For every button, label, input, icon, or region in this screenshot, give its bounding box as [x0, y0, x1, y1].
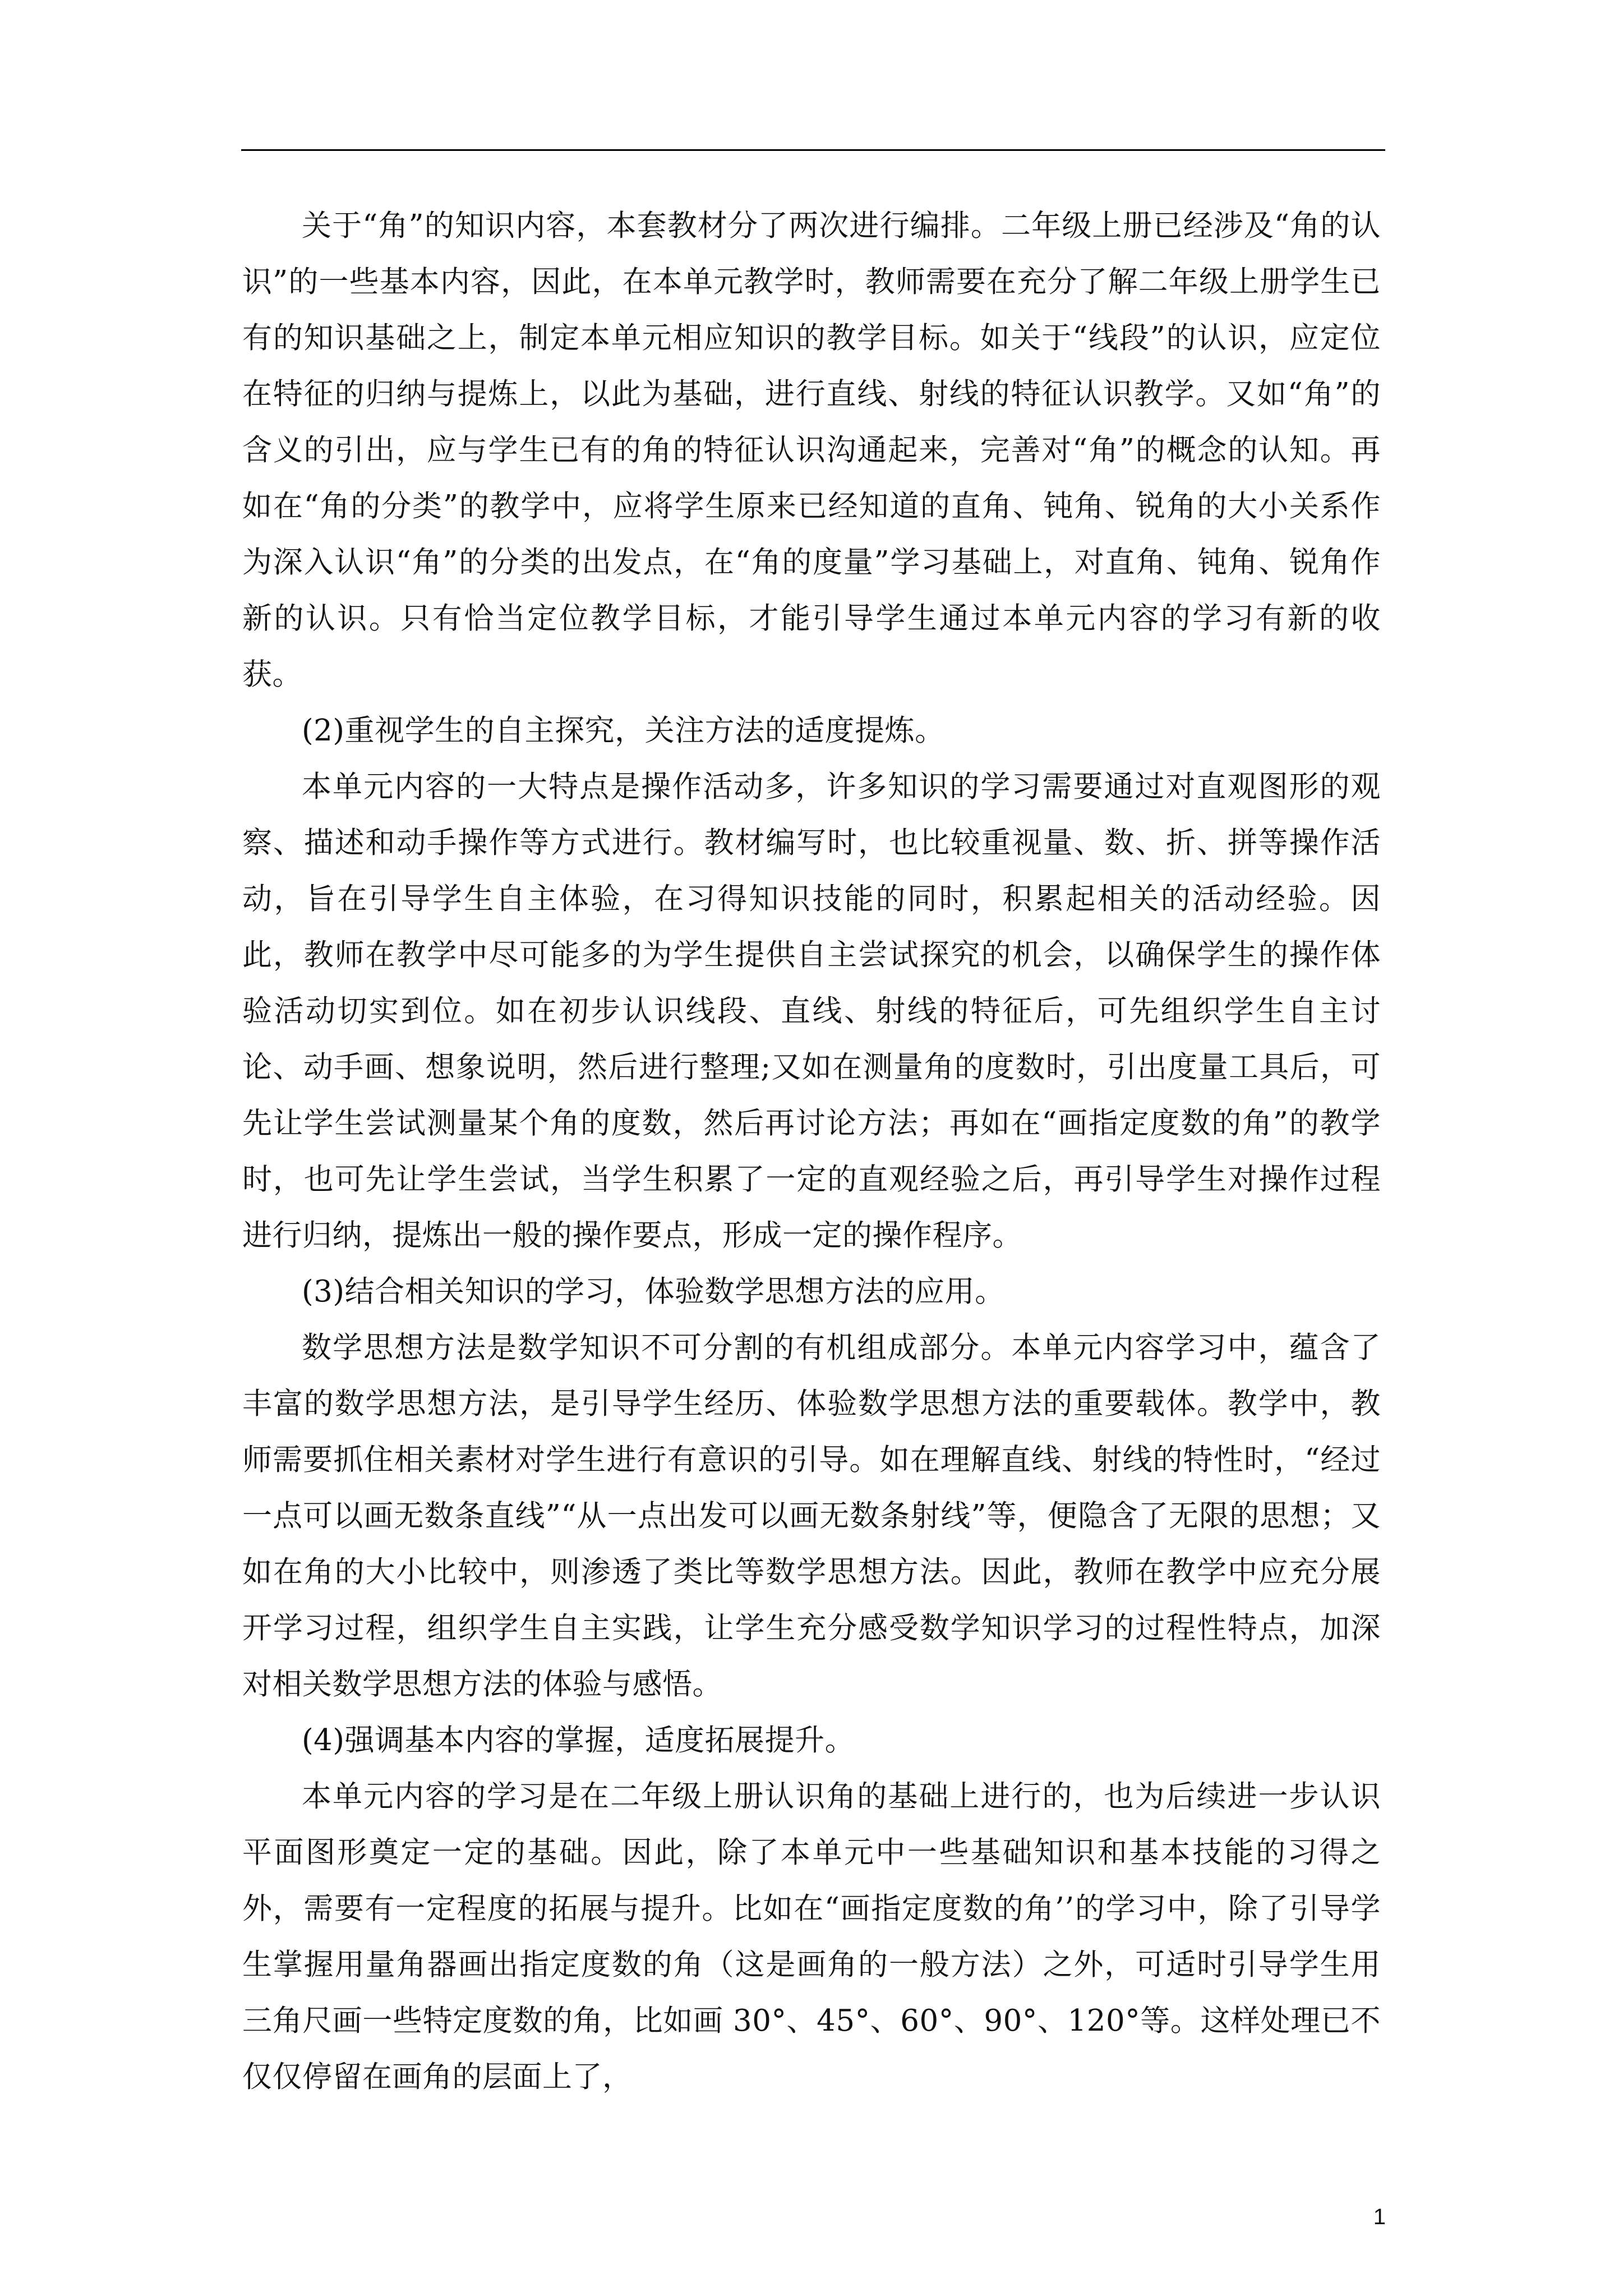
header-rule: [241, 149, 1385, 151]
section-heading-4: (4)强调基本内容的掌握，适度拓展提升。: [302, 1723, 855, 1757]
section-heading-2: (2)重视学生的自主探究，关注方法的适度提炼。: [302, 714, 945, 748]
paragraph-extension: 本单元内容的学习是在二年级上册认识角的基础上进行的，也为后续进一步认识平面图形奠定一定的基础。因此，除了本单元中一些基础知识和基本技能的习得之外，需要有一定程度的拓展与提升。比如在“画指定度数的角’’的学习中，除了引导学生掌握用量角器画出指定度数的角（这是画角的一般方法）之外，可适时引导学生用三角尺画一些特定度数的角，比如画 30°、45°、60°、90°、120°等。这样处理已不仅仅停留在画角的层面上了，: [242, 1779, 1381, 2094]
paragraph-math-thinking: 数学思想方法是数学知识不可分割的有机组成部分。本单元内容学习中，蕴含了丰富的数学思想方法，是引导学生经历、体验数学思想方法的重要载体。教学中，教师需要抓住相关素材对学生进行有意识的引导。如在理解直线、射线的特性时，“经过一点可以画无数条直线”“从一点出发可以画无数条射线”等，便隐含了无限的思想；又如在角的大小比较中，则渗透了类比等数学思想方法。因此，教师在教学中应充分展开学习过程，组织学生自主实践，让学生充分感受数学知识学习的过程性特点，加深对相关数学思想方法的体验与感悟。: [242, 1331, 1381, 1701]
section-heading-3: (3)结合相关知识的学习，体验数学思想方法的应用。: [302, 1274, 1005, 1309]
page-number: 1: [1373, 2205, 1386, 2229]
paragraph-hands-on-activities: 本单元内容的一大特点是操作活动多，许多知识的学习需要通过对直观图形的观察、描述和动手操作等方式进行。教材编写时，也比较重视量、数、折、拼等操作活动，旨在引导学生自主体验，在习得知识技能的同时，积累起相关的活动经验。因此，教师在教学中尽可能多的为学生提供自主尝试探究的机会，以确保学生的操作体验活动切实到位。如在初步认识线段、直线、射线的特征后，可先组织学生自主讨论、动手画、想象说明，然后进行整理;又如在测量角的度数时，引出度量工具后，可先让学生尝试测量某个角的度数，然后再讨论方法；再如在“画指定度数的角”的教学时，也可先让学生尝试，当学生积累了一定的直观经验之后，再引导学生对操作过程进行归纳，提炼出一般的操作要点，形成一定的操作程序。: [242, 770, 1381, 1253]
paragraph-angle-knowledge: 关于“角”的知识内容，本套教材分了两次进行编排。二年级上册已经涉及“角的认识”的一些基本内容，因此，在本单元教学时，教师需要在充分了解二年级上册学生已有的知识基础之上，制定本单元相应知识的教学目标。如关于“线段”的认识，应定位在特征的归纳与提炼上，以此为基础，进行直线、射线的特征认识教学。又如“角”的含义的引出，应与学生已有的角的特征认识沟通起来，完善对“角”的概念的认知。再如在“角的分类”的教学中，应将学生原来已经知道的直角、钝角、锐角的大小关系作为深入认识“角”的分类的出发点，在“角的度量”学习基础上，对直角、钝角、锐角作新的认识。只有恰当定位教学目标，才能引导学生通过本单元内容的学习有新的收获。: [242, 209, 1381, 692]
document-body: [242, 198, 1381, 2105]
